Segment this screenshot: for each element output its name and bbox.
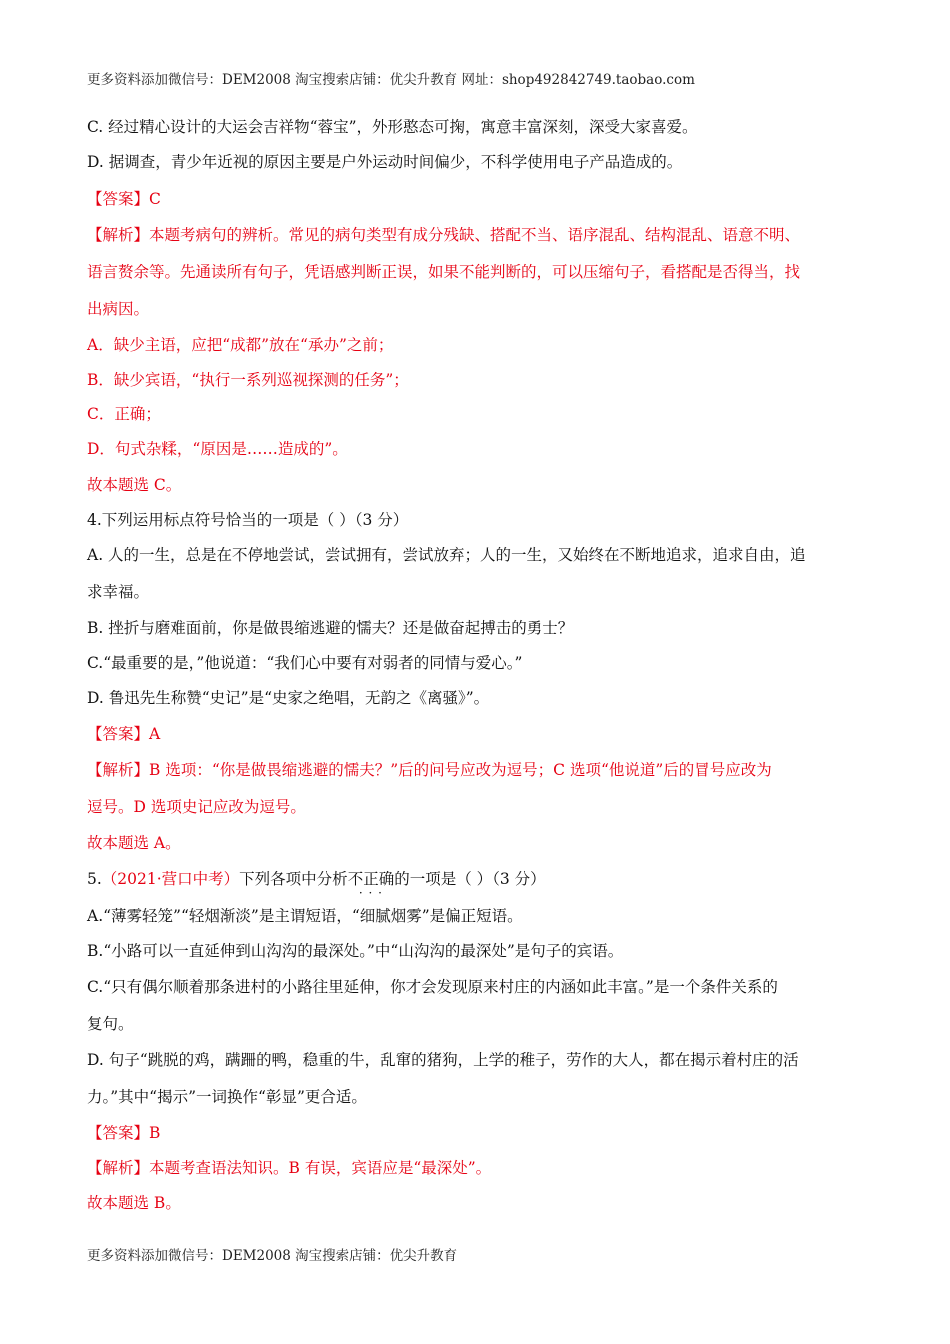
q5-option-c-line-1: C.“只有偶尔顺着那条进村的小路往里延伸，你才会发现原来村庄的内涵如此丰富。”是一个条件关系的: [87, 978, 778, 996]
q5-option-d-line-2: 力。”其中“揭示”一词换作“彰显”更合适。: [87, 1088, 367, 1106]
q3-analysis-line-3: 出病因。: [87, 300, 150, 318]
q3-conclusion: 故本题选 C。: [87, 476, 182, 494]
q3-analysis-line-1: 【解析】本题考病句的辨析。常见的病句类型有成分残缺、搭配不当、语序混乱、结构混乱、语意不明、: [87, 226, 801, 244]
q3-option-d: D. 据调查，青少年近视的原因主要是户外运动时间偏少，不科学使用电子产品造成的。: [87, 153, 683, 171]
q4-option-a-line-2: 求幸福。: [87, 583, 150, 601]
q4-analysis-line-1: 【解析】B 选项：“你是做畏缩逃避的懦夫？”后的问号应改为逗号；C 选项“他说道”后的冒号应改为: [87, 761, 772, 779]
q5-number: 5.: [87, 870, 102, 888]
q5-source: （2021·营口中考）: [101, 870, 240, 888]
q4-analysis-line-2: 逗号。D 选项史记应改为逗号。: [87, 798, 306, 816]
q3-note-c: C．正确；: [87, 405, 161, 423]
q3-note-a: A．缺少主语，应把“成都”放在“承办”之前；: [87, 336, 394, 354]
q4-option-b: B. 挫折与磨难面前，你是做畏缩逃避的懦夫？还是做奋起搏击的勇士？: [87, 619, 574, 637]
q5-stem-pre: 下列各项中分析: [239, 870, 348, 888]
q5-stem-emphasis: 不正确 · · ·: [348, 869, 395, 889]
q4-stem: 4.下列运用标点符号恰当的一项是（ ）（3 分）: [87, 511, 409, 529]
q3-analysis-line-2: 语言赘余等。先通读所有句子，凭语感判断正误，如果不能判断的，可以压缩句子，看搭配是否得当，找: [87, 263, 801, 281]
q3-answer: 【答案】C: [87, 190, 161, 208]
q5-option-d-line-1: D. 句子“跳脱的鸡，蹒跚的鸭，稳重的牛，乱窜的猪狗，上学的稚子，劳作的大人，都在揭示着村庄的活: [87, 1051, 799, 1069]
q4-option-d: D. 鲁迅先生称赞“史记”是“史家之绝唱，无韵之《离骚》”。: [87, 689, 490, 707]
q5-answer: 【答案】B: [87, 1124, 161, 1142]
q5-stem: [87, 869, 546, 889]
q4-option-a-line-1: A. 人的一生，总是在不停地尝试，尝试拥有，尝试放弃；人的一生，又始终在不断地追求，追求自由，追: [87, 546, 806, 564]
q4-option-c: C.“最重要的是，”他说道：“我们心中要有对弱者的同情与爱心。”: [87, 654, 523, 672]
q3-note-d: D．句式杂糅，“原因是……造成的”。: [87, 440, 348, 458]
q4-answer: 【答案】A: [87, 725, 161, 743]
q5-conclusion: 故本题选 B。: [87, 1194, 181, 1212]
q5-stem-post: 的一项是（ ）（3 分）: [394, 870, 546, 888]
q5-analysis: 【解析】本题考查语法知识。B 有误，宾语应是“最深处”。: [87, 1159, 492, 1177]
q4-conclusion: 故本题选 A。: [87, 834, 181, 852]
page-footer: 更多资料添加微信号：DEM2008 淘宝搜索店铺：优尖升教育: [87, 1248, 458, 1264]
page-header: 更多资料添加微信号：DEM2008 淘宝搜索店铺：优尖升教育 网址：shop492842749.taobao.com: [87, 72, 695, 88]
q5-option-c-line-2: 复句。: [87, 1015, 134, 1033]
q5-option-b: B.“小路可以一直延伸到山沟沟的最深处。”中“山沟沟的最深处”是句子的宾语。: [87, 942, 624, 960]
q3-note-b: B．缺少宾语，“执行一系列巡视探测的任务”；: [87, 371, 409, 389]
q5-option-a: A.“薄雾轻笼”“轻烟渐淡”是主谓短语，“细腻烟雾”是偏正短语。: [87, 907, 523, 925]
q3-option-c: C. 经过精心设计的大运会吉祥物“蓉宝”，外形憨态可掬，寓意丰富深刻，深受大家喜爱。: [87, 118, 698, 136]
